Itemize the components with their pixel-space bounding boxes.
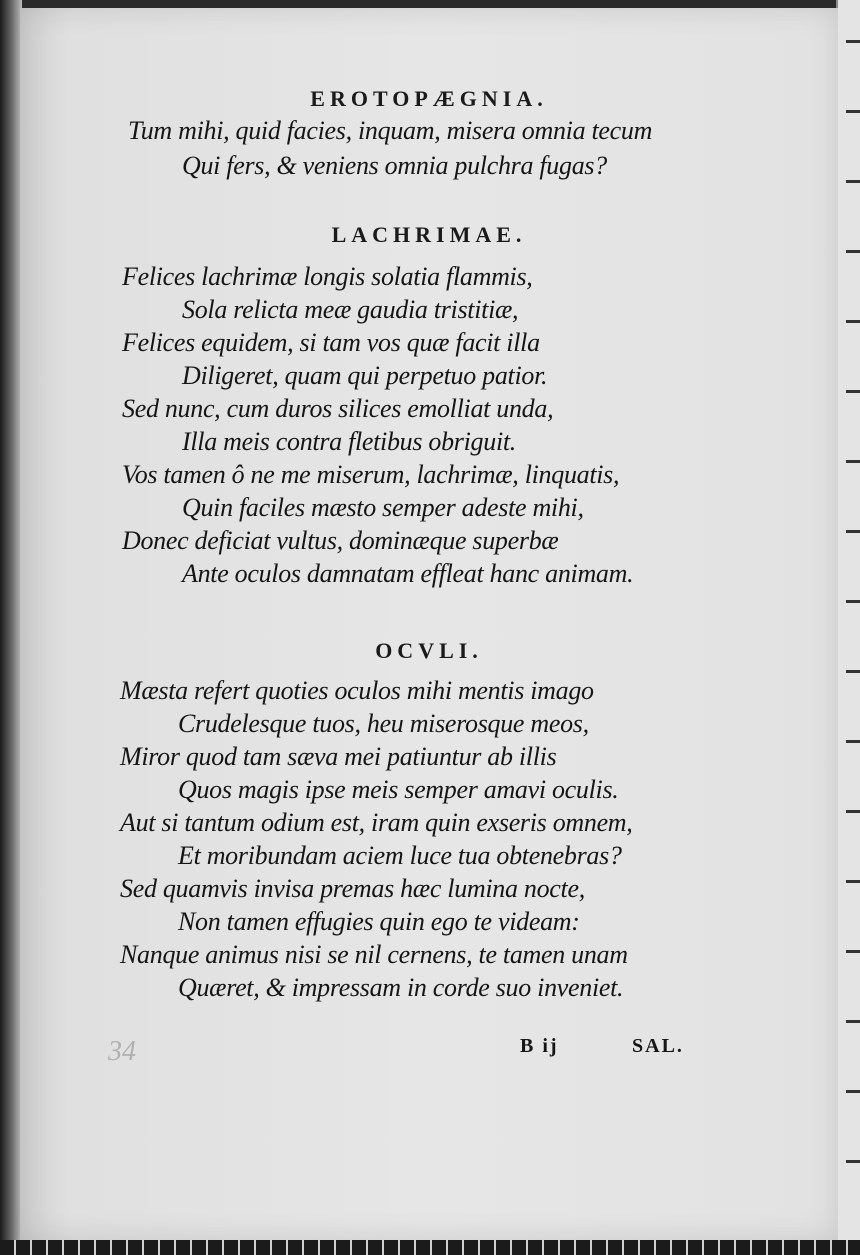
verse-line: Crudelesque tuos, heu miserosque meos, [178,709,589,738]
verse-line: Sed quamvis invisa premas hæc lumina nocte, [120,874,585,903]
signature-mark: B ij [520,1035,559,1057]
page-edge [836,0,860,1255]
book-binding [0,0,22,1255]
verse-line: Illa meis contra fletibus obriguit. [182,427,516,456]
verse-line: Miror quod tam sæva mei patiuntur ab illis [120,742,557,771]
verse-line: Felices equidem, si tam vos quæ facit illa [122,328,540,357]
verse-line: Mæsta refert quoties oculos mihi mentis imago [120,676,594,705]
verse-line: Diligeret, quam qui perpetuo patior. [182,361,548,390]
section-title-lachrimae: LACHRIMAE. [331,222,527,247]
folio-stamp: 34 [108,1036,136,1067]
section-title-oculi: OCVLI. [375,638,483,663]
show-through-text [610,203,810,643]
verse-line: Quos magis ipse meis semper amavi oculis. [178,775,619,804]
verse-line: Quæret, & impressam in corde suo inveniet. [178,973,624,1002]
catchword: SAL. [632,1035,684,1057]
book-page [20,8,838,1240]
verse-line: Quin faciles mæsto semper adeste mihi, [182,493,584,522]
verse-line: Et moribundam aciem luce tua obtenebras? [178,841,622,870]
verse-line: Nanque animus nisi se nil cernens, te tamen unam [120,940,628,969]
verse-line: Sola relicta meæ gaudia tristitiæ, [182,295,519,324]
verse-line: Tum mihi, quid facies, inquam, misera omnia tecum [128,116,653,145]
verse-line: Aut si tantum odium est, iram quin exseris omnem, [120,808,633,837]
verse-line: Sed nunc, cum duros silices emolliat unda, [122,394,554,423]
verse-line: Non tamen effugies quin ego te videam: [178,907,580,936]
scan-scale-strip [0,1240,860,1255]
verse-line: Ante oculos damnatam effleat hanc animam. [182,559,634,588]
verse-line: Donec deficiat vultus, dominæque superbæ [122,526,559,555]
running-title: EROTOPÆGNIA. [310,86,548,111]
verse-line: Felices lachrimæ longis solatia flammis, [122,262,533,291]
verse-line: Vos tamen ô ne me miserum, lachrimæ, linquatis, [122,460,620,489]
verse-line: Qui fers, & veniens omnia pulchra fugas? [182,151,607,180]
